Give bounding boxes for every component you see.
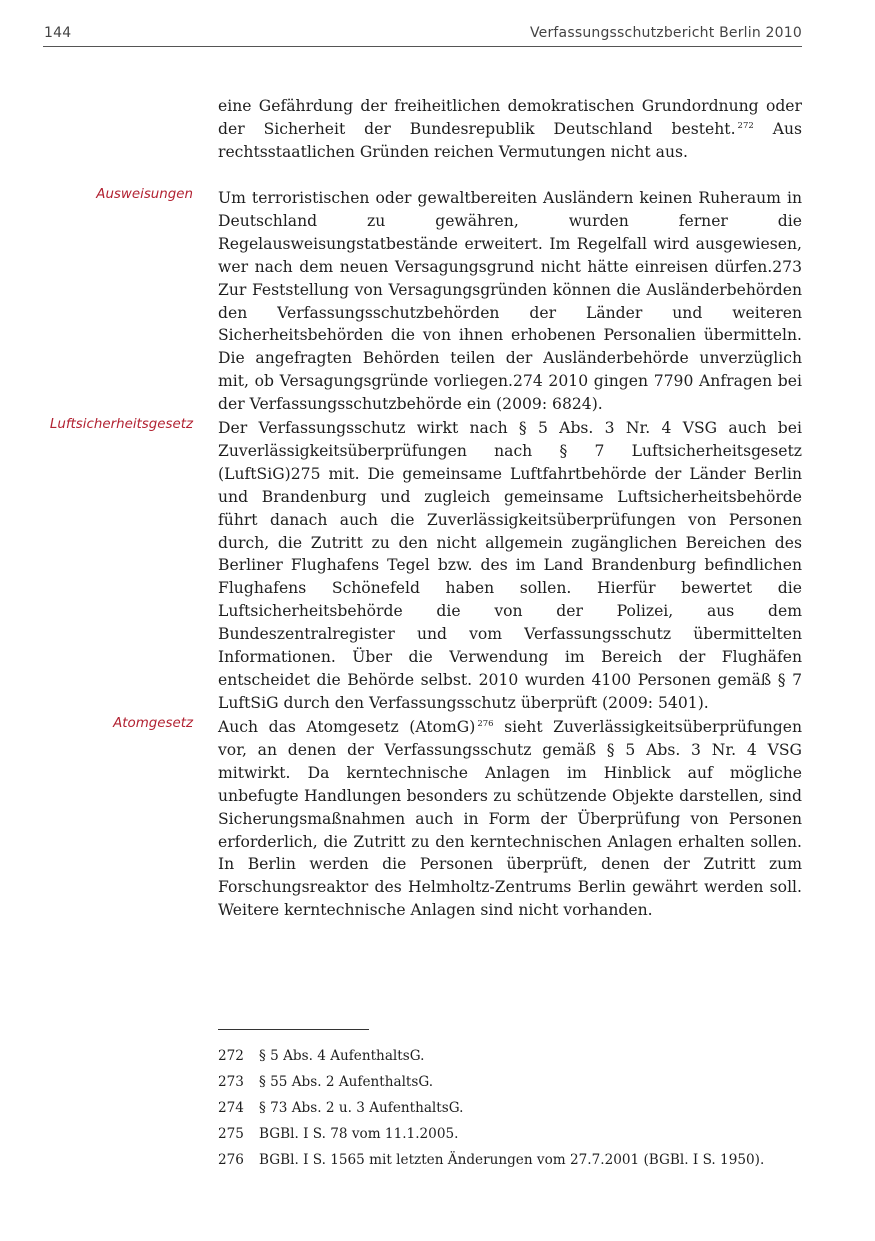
section-luftsicherheitsgesetz xyxy=(218,417,802,715)
footnote-number: 273 xyxy=(218,1074,244,1090)
marginal-note-ausweisungen: Ausweisungen xyxy=(96,187,193,202)
atomgesetz-text-part1: Auch das Atomgesetz (AtomG) xyxy=(218,718,476,736)
footnote-text: § 5 Abs. 4 AufenthaltsG. xyxy=(259,1048,425,1064)
section-atomgesetz xyxy=(218,716,802,922)
section-ausweisungen xyxy=(218,187,802,416)
footnote-text: BGBl. I S. 1565 mit letzten Änderungen vom 27.7.2001 (BGBl. I S. 1950). xyxy=(259,1152,765,1168)
footnote-number: 276 xyxy=(218,1152,244,1168)
marginal-note-atomgesetz: Atomgesetz xyxy=(113,716,193,731)
footnote-text: § 55 Abs. 2 AufenthaltsG. xyxy=(259,1074,434,1090)
footnotes xyxy=(218,1043,802,1173)
footnote-text: § 73 Abs. 2 u. 3 AufenthaltsG. xyxy=(259,1100,464,1116)
atomgesetz-paragraph xyxy=(218,716,802,922)
atomgesetz-text-part2: sieht Zuverlässigkeitsüberprüfungen vor, an denen der Verfassungsschutz gemäß § 5 Abs. 3 Nr. 4 VSG mitwirkt. Da kerntechnische Anlagen im Hinblick auf mögliche unbefugte Handlungen besonders zu schützende Objekte darstellen, sind Sicherungsmaßnahmen auch in Form der Überprüfung von Personen erforderlich, die Zutritt zu den kerntechnischen Anlagen erhalten sollen. In Berlin werden die Personen überprüft, denen der Zutritt zum Forschungsreaktor des Helmholtz-Zentrums Berlin gewährt werden soll. Weitere kerntechnische Anlagen sind nicht vorhanden. xyxy=(218,718,802,920)
footnote-separator xyxy=(218,1029,369,1030)
footnote xyxy=(218,1147,802,1173)
footnote xyxy=(218,1069,802,1095)
footnote-number: 275 xyxy=(218,1126,244,1142)
footnote-reference[interactable]: 272 xyxy=(737,120,754,131)
intro-text-part1: eine Gefährdung der freiheitlichen demokratischen Grundordnung oder der Sicherheit der Bundesrepublik Deutschland besteht. xyxy=(218,97,802,138)
footnote xyxy=(218,1121,802,1147)
footnote-number: 274 xyxy=(218,1100,244,1116)
luftsicherheitsgesetz-paragraph: Der Verfassungsschutz wirkt nach § 5 Abs. 3 Nr. 4 VSG auch bei Zuverlässigkeitsüberprüfungen nach § 7 Luftsicherheitsgesetz (LuftSiG)275 mit. Die gemeinsame Luftfahrtbehörde der Länder Berlin und Brandenburg und zugleich gemeinsame Luftsicherheitsbehörde führt danach auch die Zuverlässigkeitsüberprüfungen von Personen durch, die Zutritt zu den nicht allgemein zugänglichen Bereichen des Berliner Flughafens Tegel bzw. des im Land Brandenburg befindlichen Flughafens Schönefeld haben sollen. Hierfür bewertet die Luftsicherheitsbehörde die von der Polizei, aus dem Bundeszentralregister und vom Verfassungsschutz übermittelten Informationen. Über die Verwendung im Bereich der Flughäfen entscheidet die Behörde selbst. 2010 wurden 4100 Personen gemäß § 7 LuftSiG durch den Verfassungsschutz überprüft (2009: 5401). xyxy=(218,419,802,712)
publication-title: Verfassungsschutzbericht Berlin 2010 xyxy=(529,25,802,41)
marginal-note-luftsicherheitsgesetz: Luftsicherheitsgesetz xyxy=(49,417,193,432)
page-number: 144 xyxy=(44,25,72,41)
footnote-number: 272 xyxy=(218,1048,244,1064)
running-header xyxy=(43,22,802,47)
intro-section xyxy=(218,95,802,164)
intro-paragraph xyxy=(218,95,802,164)
ausweisungen-paragraph: Um terroristischen oder gewaltbereiten Ausländern keinen Ruheraum in Deutschland zu gewähren, wurden ferner die Regelausweisungstatbestände erweitert. Im Regelfall wird ausgewiesen, wer nach dem neuen Versagungsgrund nicht hätte einreisen dürfen.273 Zur Feststellung von Versagungsgründen können die Ausländerbehörden den Verfassungsschutzbehörden der Länder und weiteren Sicherheitsbehörden die von ihnen erhobenen Personalien übermitteln. Die angefragten Behörden teilen der Ausländerbehörde unverzüglich mit, ob Versagungsgründe vorliegen.274 2010 gingen 7790 Anfragen bei der Verfassungsschutzbehörde ein (2009: 6824). xyxy=(218,189,802,414)
footnote xyxy=(218,1095,802,1121)
intro-text-part2: Aus rechtsstaatlichen Gründen reichen Vermutungen nicht aus. xyxy=(218,119,803,161)
footnote-text: BGBl. I S. 78 vom 11.1.2005. xyxy=(259,1126,459,1142)
footnote-reference[interactable]: 276 xyxy=(477,718,494,729)
footnote xyxy=(218,1043,802,1069)
